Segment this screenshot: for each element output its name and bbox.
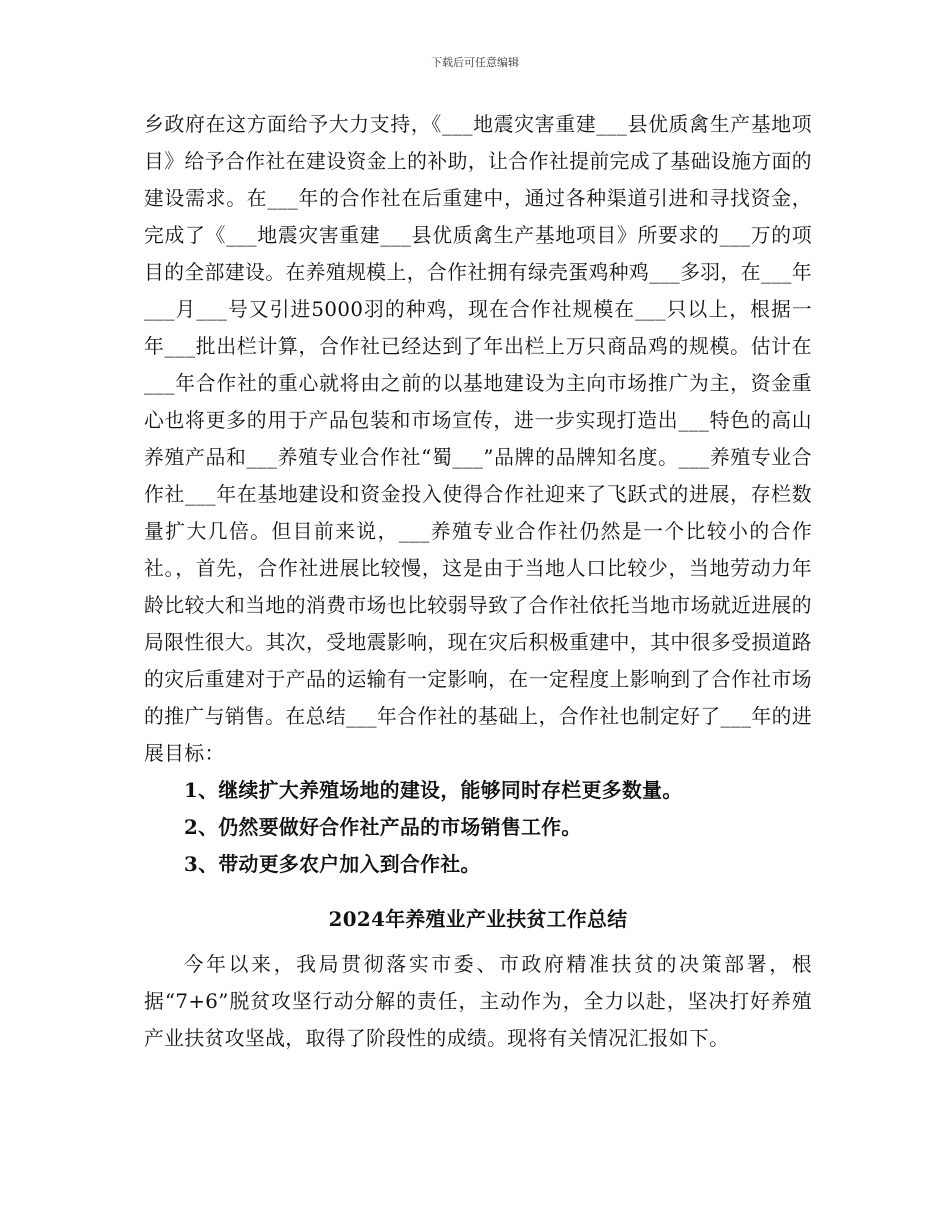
goal-item-2: 2、仍然要做好合作社产品的市场销售工作。 bbox=[184, 815, 582, 839]
page-header-note: 下载后可任意编辑 bbox=[431, 56, 519, 69]
goal-item-3: 3、带动更多农户加入到合作社。 bbox=[184, 852, 481, 876]
body-paragraph-1: 乡政府在这方面给予大力支持，《___地震灾害重建___县优质禽生产基地项目》给予合作社在建设资金上的补助，让合作社提前完成了基础设施方面的建设需求。在___年的合作社在后重建中，通过各种渠道引进和寻找资金，完成了《___地震灾害重建___县优质禽生产基地项目》所要求的___万的项目的全部建设。在养殖规模上，合作社拥有绿壳蛋鸡种鸡___多羽，在___年___月___号又引进5000羽的种鸡，现在合作社规模在___只以上，根据一年___批出栏计算，合作社已经达到了年出栏上万只商品鸡的规模。估计在___年合作社的重心就将由之前的以基地建设为主向市场推广为主，资金重心也将更多的用于产品包装和市场宣传，进一步实现打造出___特色的高山养殖产品和___养殖专业合作社“蜀___”品牌的品牌知名度。___养殖专业合作社___年在基地建设和资金投入使得合作社迎来了飞跃式的进展，存栏数量扩大几倍。但目前来说，___养殖专业合作社仍然是一个比较小的合作社。，首先，合作社进展比较慢，这是由于当地人口比较少，当地劳动力年龄比较大和当地的消费市场也比较弱导致了合作社依托当地市场就近进展的局限性很大。其次，受地震影响，现在灾后积极重建中，其中很多受损道路的灾后重建对于产品的运输有一定影响，在一定程度上影响到了合作社市场的推广与销售。在总结___年合作社的基础上，合作社也制定好了___年的进展目标： bbox=[144, 113, 812, 765]
section-title: 2024年养殖业产业扶贫工作总结 bbox=[328, 907, 628, 931]
body-paragraph-2: 今年以来，我局贯彻落实市委、市政府精准扶贫的决策部署，根据“7+6”脱贫攻坚行动分解的责任，主动作为，全力以赴，坚决打好养殖产业扶贫攻坚战，取得了阶段性的成绩。现将有关情况汇报如下。 bbox=[144, 953, 812, 1050]
document-body bbox=[144, 106, 812, 1057]
goals-list bbox=[144, 772, 812, 883]
goal-item-1: 1、继续扩大养殖场地的建设，能够同时存栏更多数量。 bbox=[184, 778, 683, 802]
